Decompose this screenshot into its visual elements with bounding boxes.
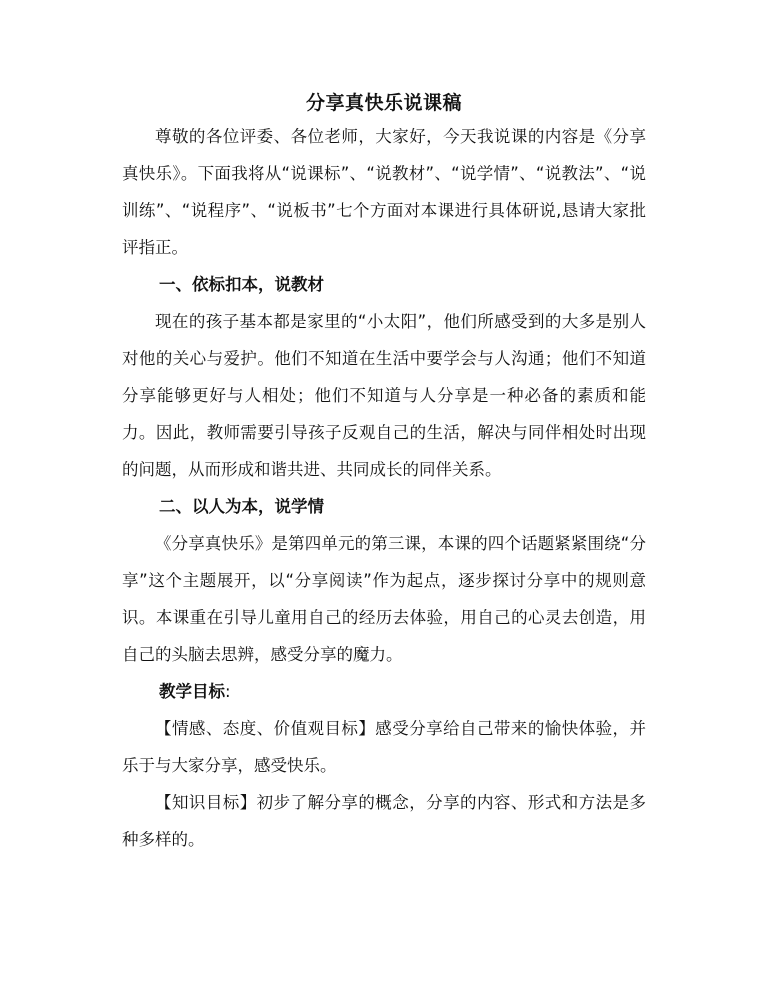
learners-paragraph: 《分享真快乐》是第四单元的第三课，本课的四个话题紧紧围绕“分享”这个主题展开，以“分享阅读”作为起点，逐步探讨分享中的规则意识。本课重在引导儿童用自己的经历去体验，用自己的心灵去创造，用自己的头脑去思辨，感受分享的魔力。	[122, 534, 646, 664]
goal-knowledge-paragraph: 【知识目标】初步了解分享的概念，分享的内容、形式和方法是多种多样的。	[122, 793, 646, 849]
teaching-goals-label: 教学目标	[159, 682, 225, 701]
document-title: 分享真快乐说课稿	[305, 92, 462, 114]
section-heading-textbook: 一、依标扣本，说教材	[159, 275, 324, 294]
intro-paragraph: 尊敬的各位评委、各位老师，大家好，今天我说课的内容是《分享真快乐》。下面我将从“说课标”、“说教材”、“说学情”、“说教法”、“说训练”、“说程序”、“说板书”七个方面对本课进行具体研说,恳请大家批评指正。	[122, 127, 646, 257]
document-page	[122, 88, 646, 858]
textbook-paragraph: 现在的孩子基本都是家里的“小太阳”，他们所感受到的大多是别人对他的关心与爱护。他们不知道在生活中要学会与人沟通；他们不知道分享能够更好与人相处；他们不知道与人分享是一种必备的素质和能力。因此，教师需要引导孩子反观自己的生活，解决与同伴相处时出现的问题，从而形成和谐共进、共同成长的同伴关系。	[122, 312, 646, 479]
teaching-goals-colon: :	[225, 682, 231, 701]
section-heading-learners: 二、以人为本，说学情	[159, 497, 324, 516]
goal-emotional-paragraph: 【情感、态度、价值观目标】感受分享给自己带来的愉快体验，并乐于与大家分享，感受快乐。	[122, 719, 646, 775]
teaching-goals-heading	[122, 673, 646, 710]
